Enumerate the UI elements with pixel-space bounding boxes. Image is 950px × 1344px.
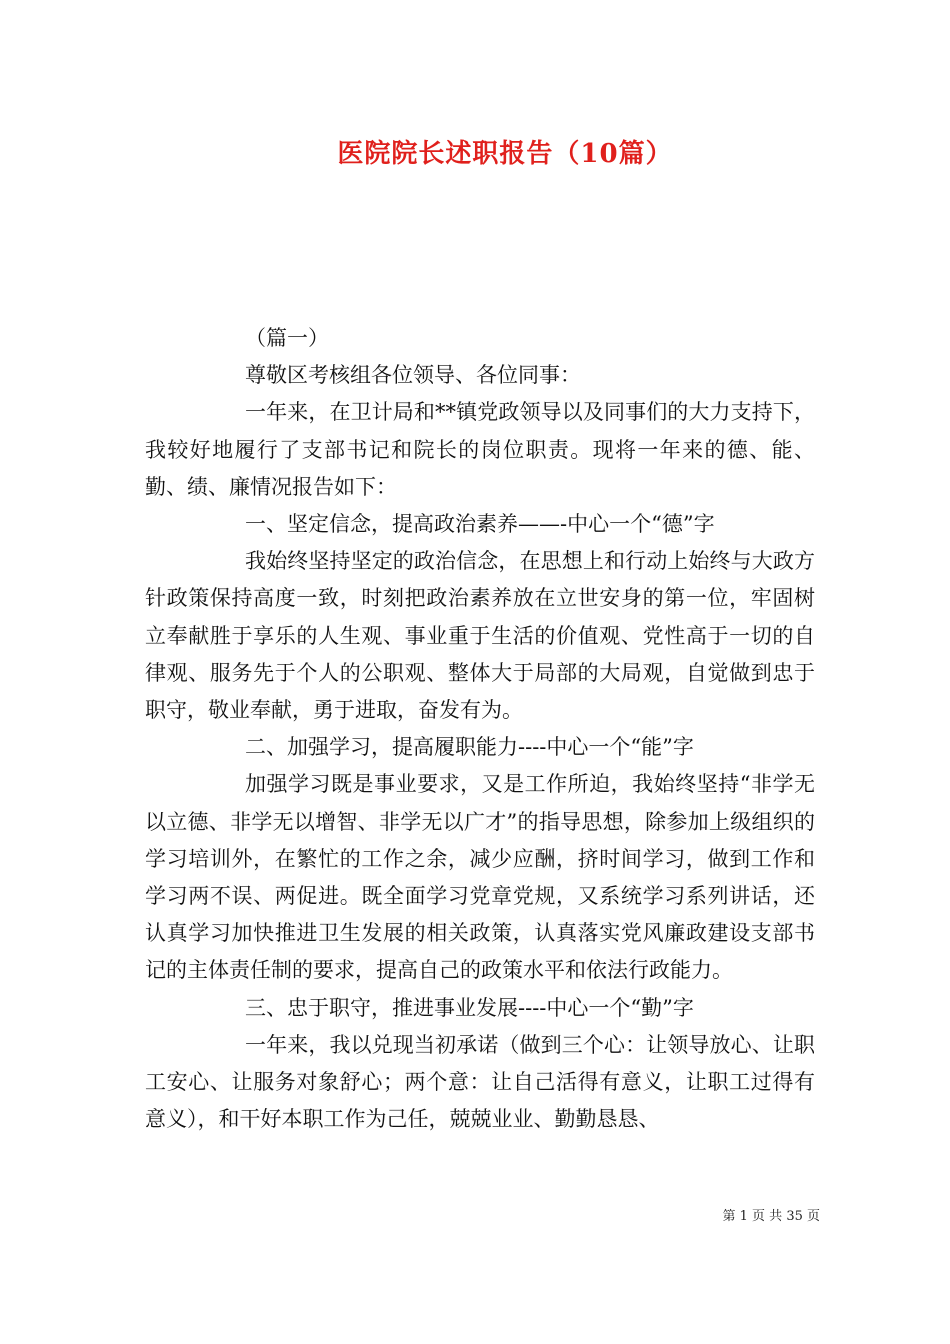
paragraph-section-1: 我始终坚持坚定的政治信念，在思想上和行动上始终与大政方针政策保持高度一致，时刻把政治素养放在立世安身的第一位，牢固树立奉献胜于享乐的人生观、事业重于生活的价值观、党性高于一切的自律观、服务先于个人的公职观、整体大于局部的大局观，自觉做到忠于职守，敬业奉献，勇于进取，奋发有为。 [145,549,815,723]
heading-section-1: 一、坚定信念，提高政治素养——-中心一个“德”字 [245,512,715,537]
document-body [145,320,815,1138]
paragraph-salutation: 尊敬区考核组各位领导、各位同事： [245,363,581,388]
heading-section-3: 三、忠于职守，推进事业发展----中心一个“勤”字 [245,995,694,1020]
paragraph-intro: 一年来，在卫计局和**镇党政领导以及同事们的大力支持下，我较好地履行了支部书记和院长的岗位职责。现将一年来的德、能、勤、绩、廉情况报告如下： [145,400,815,499]
paragraph-section-3: 一年来，我以兑现当初承诺（做到三个心：让领导放心、让职工安心、让服务对象舒心；两个意：让自己活得有意义，让职工过得有意义），和干好本职工作为己任，兢兢业业、勤勤恳恳、 [145,1032,815,1132]
paragraph-section-2: 加强学习既是事业要求，又是工作所迫，我始终坚持“非学无以立德、非学无以增智、非学无以广才”的指导思想，除参加上级组织的学习培训外，在繁忙的工作之余，减少应酬，挤时间学习，做到工作和学习两不误、两促进。既全面学习党章党规，又系统学习系列讲话，还认真学习加快推进卫生发展的相关政策，认真落实党风廉政建设支部书记的主体责任制的要求，提高自己的政策水平和依法行政能力。 [145,772,815,983]
heading-section-2: 二、加强学习，提高履职能力----中心一个“能”字 [245,735,694,760]
document-title: 医院院长述职报告（10篇） [337,139,673,169]
page-footer: 第 1 页 共 35 页 [722,1209,820,1224]
paragraph-section-label: （篇一） [245,326,329,350]
